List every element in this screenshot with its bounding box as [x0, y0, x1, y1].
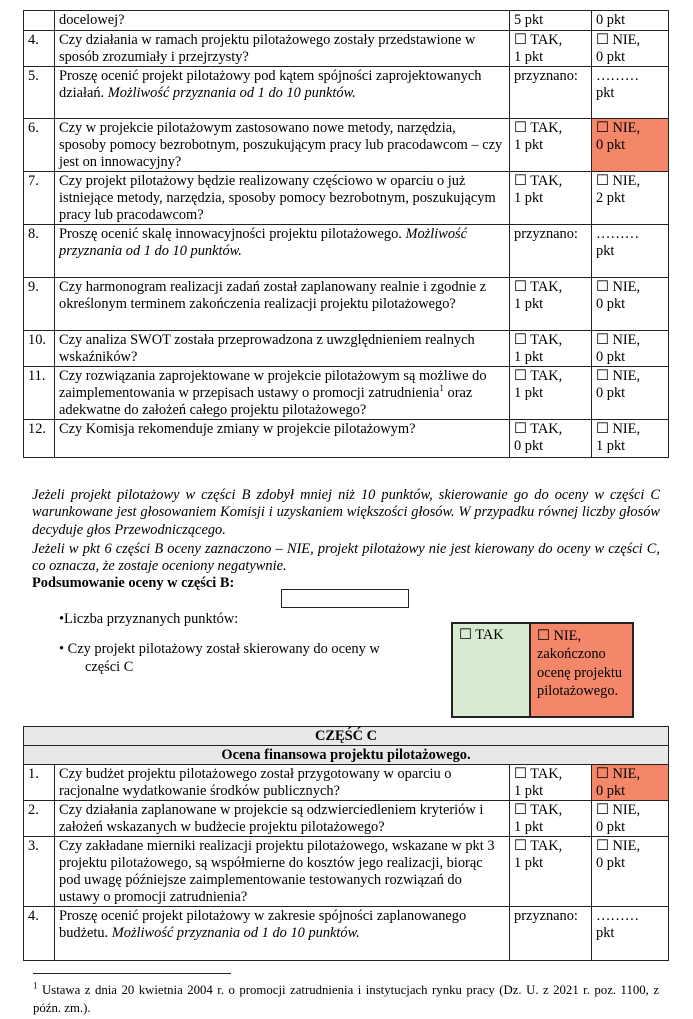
footnote-marker: 1 — [33, 980, 38, 991]
table-row — [24, 367, 669, 420]
part-b-table — [23, 10, 669, 458]
question-text — [55, 367, 510, 420]
question-text: docelowej? — [55, 11, 510, 31]
answer-no-checkbox[interactable]: ☐ NIE, 0 pkt — [592, 278, 669, 331]
awarded-label: przyznano: — [510, 225, 592, 278]
question-main: Proszę ocenić projekt pilotażowy pod kątem spójności zaprojektowanych działań. — [59, 68, 482, 101]
table-row — [24, 31, 669, 67]
answer-no-checkbox[interactable]: ☐ NIE, 0 pkt — [592, 367, 669, 420]
row-number — [24, 11, 55, 31]
question-text: Czy działania w ramach projektu pilotażowego zostały przedstawione w sposób zrozumiały i przejrzysty? — [55, 31, 510, 67]
table-row — [24, 119, 669, 172]
points-entry-field[interactable]: ……… pkt — [592, 67, 669, 119]
question-text: Czy działania zaplanowane w projekcie są odzwierciedleniem kryteriów i założeń wskazanych w budżecie projektu pilotażowego? — [55, 801, 510, 837]
decision-no-checkbox[interactable]: ☐ NIE, zakończono ocenę projektu pilotażowego. — [531, 624, 632, 716]
row-number: 11. — [24, 367, 55, 420]
awarded-label: przyznano: — [510, 67, 592, 119]
row-number: 1. — [24, 765, 55, 801]
answer-no-checkbox-highlighted[interactable]: ☐ NIE, 0 pkt — [592, 765, 669, 801]
table-row — [24, 278, 669, 331]
footnote-separator — [33, 973, 231, 974]
table-row — [24, 67, 669, 119]
negative-outcome-note: Jeżeli w pkt 6 części B oceny zaznaczono – NIE, projekt pilotażowy nie jest kierowany do oceny w części C, co oznacza, że zostaje oceniony negatywnie. — [32, 541, 660, 575]
decision-yes-checkbox[interactable]: ☐ TAK — [453, 624, 531, 716]
answer-yes-checkbox[interactable]: ☐ TAK, 1 pkt — [510, 331, 592, 367]
row-number: 10. — [24, 331, 55, 367]
row-number: 8. — [24, 225, 55, 278]
part-c-subtitle: Ocena finansowa projektu pilotażowego. — [24, 746, 669, 765]
footnote — [33, 981, 659, 1017]
row-number: 4. — [24, 907, 55, 961]
row-number: 4. — [24, 31, 55, 67]
part-c-title: CZĘŚĆ C — [24, 727, 669, 746]
question-text: Czy zakładane mierniki realizacji projektu pilotażowego, wskazane w pkt 3 projektu pilotażowego, są współmierne do kosztów jego realizacji, biorąc pod uwagę późniejsze zaimplementowanie testowanych rozwiązań do ustawy o promocji zatrudnienia? — [55, 837, 510, 907]
footnote-marker: 1 — [439, 383, 444, 394]
question-text — [55, 907, 510, 961]
question-italic-note: Możliwość przyznania od 1 do 10 punktów. — [59, 226, 468, 259]
referral-question-continuation: części C — [85, 659, 134, 675]
table-row — [24, 837, 669, 907]
question-text: Czy analiza SWOT została przeprowadzona z uwzględnieniem realnych wskaźników? — [55, 331, 510, 367]
total-points-field[interactable] — [281, 589, 409, 608]
table-row — [24, 801, 669, 837]
question-text — [55, 67, 510, 119]
row-number: 5. — [24, 67, 55, 119]
referral-question-label: • Czy projekt pilotażowy został skierowany do oceny w — [59, 641, 380, 657]
answer-yes-checkbox[interactable]: ☐ TAK, 1 pkt — [510, 801, 592, 837]
answer-yes-checkbox[interactable]: ☐ TAK, 1 pkt — [510, 31, 592, 67]
table-row — [24, 907, 669, 961]
answer-no-checkbox[interactable]: ☐ NIE, 0 pkt — [592, 837, 669, 907]
summary-title: Podsumowanie oceny w części B: — [32, 575, 235, 591]
table-row — [24, 331, 669, 367]
question-text: Czy budżet projektu pilotażowego został przygotowany w oparciu o racjonalne wydatkowanie środków publicznych? — [55, 765, 510, 801]
question-text: Czy projekt pilotażowy będzie realizowany częściowo w oparciu o już istniejące metody, narzędzia, sposoby pomocy bezrobotnym, poszukującym pracy lub pracodawcom? — [55, 172, 510, 225]
question-text: Czy w projekcie pilotażowym zastosowano nowe metody, narzędzia, sposoby pomocy bezrobotnym, poszukującym pracy lub pracodawcom – czy jest on innowacyjny? — [55, 119, 510, 172]
table-row — [24, 765, 669, 801]
question-text: Czy harmonogram realizacji zadań został zaplanowany realnie i zgodnie z określonym terminem zakończenia realizacji projektu pilotażowego? — [55, 278, 510, 331]
part-c-table — [23, 726, 669, 961]
answer-yes-checkbox[interactable]: ☐ TAK, 1 pkt — [510, 765, 592, 801]
answer-no-checkbox[interactable]: ☐ NIE, 0 pkt — [592, 331, 669, 367]
answer-yes-checkbox[interactable]: ☐ TAK, 1 pkt — [510, 367, 592, 420]
question-text — [55, 225, 510, 278]
points-entry-field[interactable]: ……… pkt — [592, 907, 669, 961]
referral-decision-box — [451, 622, 634, 718]
question-main: Czy rozwiązania zaprojektowane w projekcie pilotażowym są możliwe do zaimplementowania w przepisach ustawy o promocji zatrudnienia — [59, 368, 487, 401]
footnote-text: Ustawa z dnia 20 kwietnia 2004 r. o promocji zatrudnienia i instytucjach rynku pracy (Dz. U. z 2021 r. poz. 1100, z późn. zm.). — [33, 983, 659, 1015]
question-main: Proszę ocenić projekt pilotażowy w zakresie spójności zaplanowanego budżetu. — [59, 908, 467, 941]
question-italic-note: Możliwość przyznania od 1 do 10 punktów. — [111, 925, 360, 941]
answer-no-checkbox[interactable]: ☐ NIE, 2 pkt — [592, 172, 669, 225]
table-row — [24, 225, 669, 278]
question-continuation: oraz adekwatne do założeń całego projektu pilotażowego? — [59, 385, 473, 418]
question-italic-note: Możliwość przyznania od 1 do 10 punktów. — [107, 85, 356, 101]
points-entry-field[interactable]: ……… pkt — [592, 225, 669, 278]
row-number: 12. — [24, 420, 55, 458]
answer-yes-checkbox[interactable]: ☐ TAK, 1 pkt — [510, 172, 592, 225]
table-row — [24, 420, 669, 458]
row-number: 6. — [24, 119, 55, 172]
question-main: Proszę ocenić skalę innowacyjności projektu pilotażowego. — [59, 226, 402, 242]
answer-yes: 5 pkt — [510, 11, 592, 31]
answer-no-checkbox[interactable]: ☐ NIE, 1 pkt — [592, 420, 669, 458]
awarded-label: przyznano: — [510, 907, 592, 961]
row-number: 3. — [24, 837, 55, 907]
answer-no-checkbox[interactable]: ☐ NIE, 0 pkt — [592, 31, 669, 67]
points-count-label: •Liczba przyznanych punktów: — [59, 611, 239, 627]
table-row — [24, 11, 669, 31]
row-number: 9. — [24, 278, 55, 331]
row-number: 2. — [24, 801, 55, 837]
answer-yes-checkbox[interactable]: ☐ TAK, 1 pkt — [510, 119, 592, 172]
answer-yes-checkbox[interactable]: ☐ TAK, 1 pkt — [510, 278, 592, 331]
row-number: 7. — [24, 172, 55, 225]
answer-yes-checkbox[interactable]: ☐ TAK, 0 pkt — [510, 420, 592, 458]
question-text: Czy Komisja rekomenduje zmiany w projekcie pilotażowym? — [55, 420, 510, 458]
answer-yes-checkbox[interactable]: ☐ TAK, 1 pkt — [510, 837, 592, 907]
answer-no-checkbox-highlighted[interactable]: ☐ NIE, 0 pkt — [592, 119, 669, 172]
answer-no-checkbox[interactable]: ☐ NIE, 0 pkt — [592, 801, 669, 837]
table-row — [24, 172, 669, 225]
answer-no: 0 pkt — [592, 11, 669, 31]
conditional-note: Jeżeli projekt pilotażowy w części B zdobył mniej niż 10 punktów, skierowanie go do oceny w części C warunkowane jest głosowaniem Komisji i uzyskaniem większości głosów. W przypadku równej liczby głosów decyduje głos Przewodniczącego. — [32, 487, 660, 538]
